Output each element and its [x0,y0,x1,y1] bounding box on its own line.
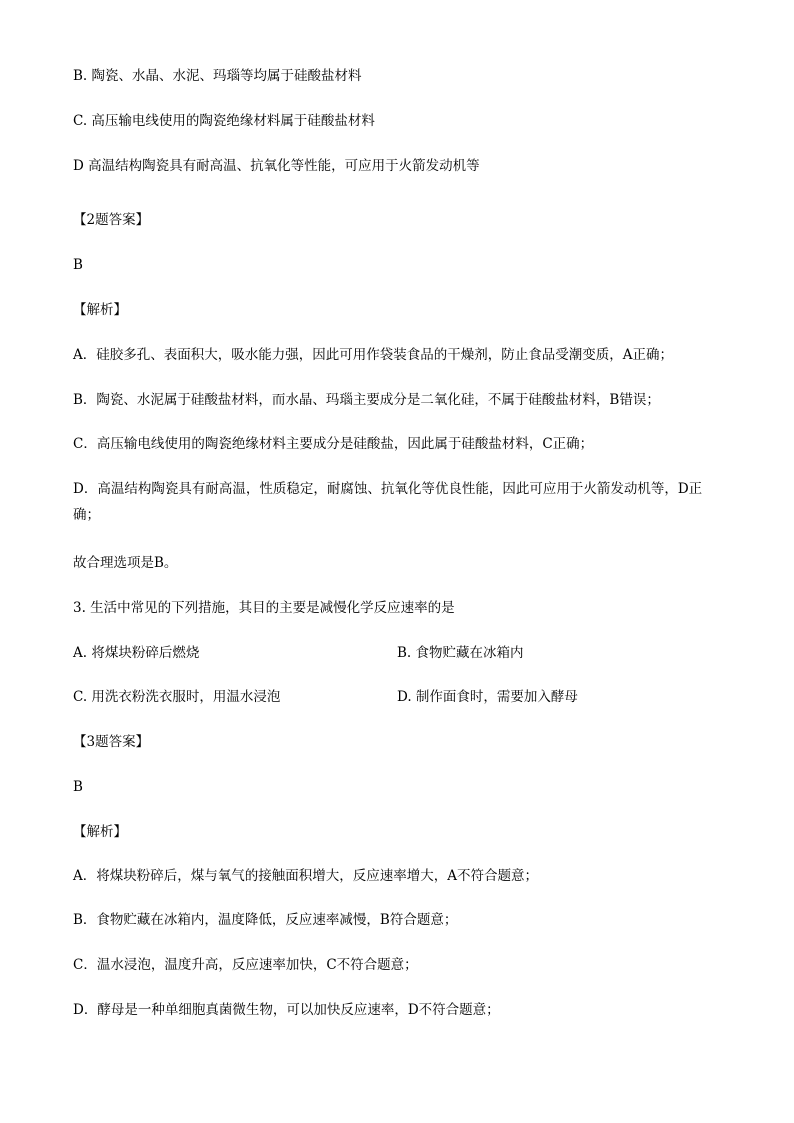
q2-answer-heading: 【2题答案】 [73,212,150,228]
q3-option-c: C. 用洗衣粉洗衣服时，用温水浸泡 [73,689,281,705]
q2-analysis-heading: 【解析】 [73,302,127,318]
q3-stem: 3. 生活中常见的下列措施，其目的主要是减慢化学反应速率的是 [73,600,455,616]
q3-answer-heading: 【3题答案】 [73,734,150,750]
q2-analysis-b: B．陶瓷、水泥属于硅酸盐材料，而水晶、玛瑙主要成分是二氧化硅，不属于硅酸盐材料，B错误； [73,392,660,408]
q2-option-c: C. 高压输电线使用的陶瓷绝缘材料属于硅酸盐材料 [73,113,375,129]
q2-option-b: B. 陶瓷、水晶、水泥、玛瑙等均属于硅酸盐材料 [73,68,362,84]
q2-analysis-c: C．高压输电线使用的陶瓷绝缘材料主要成分是硅酸盐，因此属于硅酸盐材料，C正确； [73,436,594,452]
q3-analysis-b: B．食物贮藏在冰箱内，温度降低，反应速率减慢，B符合题意； [73,912,458,928]
q2-conclusion: 故合理选项是B。 [73,555,178,571]
q2-answer-value: B [73,257,83,273]
q3-option-b: B. 食物贮藏在冰箱内 [397,645,524,661]
q2-analysis-d: D．高温结构陶瓷具有耐高温，性质稳定，耐腐蚀、抗氧化等优良性能，因此可应用于火箭发动机等，D正确； [73,481,703,523]
q3-option-a: A. 将煤块粉碎后燃烧 [73,645,200,661]
q3-analysis-a: A．将煤块粉碎后，煤与氧气的接触面积增大，反应速率增大，A不符合题意； [73,868,538,884]
q3-analysis-heading: 【解析】 [73,824,127,840]
q3-option-d: D. 制作面食时，需要加入酵母 [397,689,578,705]
q3-analysis-c: C．温水浸泡，温度升高，反应速率加快，C不符合题意； [73,957,418,973]
q2-analysis-a: A．硅胶多孔、表面积大，吸水能力强，因此可用作袋装食品的干燥剂，防止食品受潮变质，A正确； [73,347,673,363]
q2-option-d: D 高温结构陶瓷具有耐高温、抗氧化等性能，可应用于火箭发动机等 [73,158,480,174]
q3-analysis-d: D．酵母是一种单细胞真菌微生物，可以加快反应速率，D不符合题意； [73,1002,500,1018]
q3-answer-value: B [73,779,83,795]
